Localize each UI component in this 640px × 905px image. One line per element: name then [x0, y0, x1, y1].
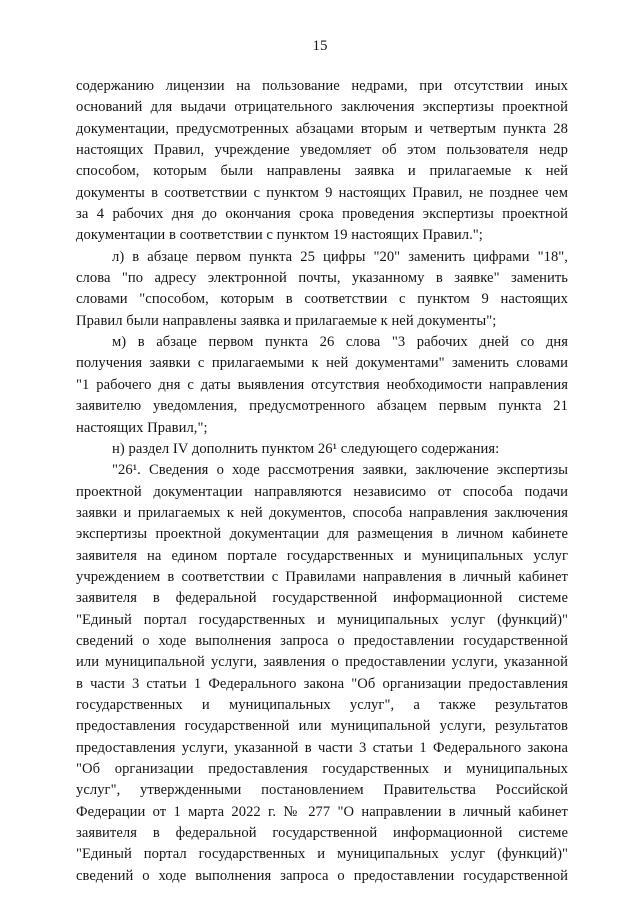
document-body: [76, 76, 568, 887]
text-line: заявителя в федеральной государственной информационной системе: [76, 590, 568, 607]
text-line: документации, предусмотренных абзацами вторым и четвертым пункта 28: [76, 120, 568, 137]
text-line: слова "по адресу электронной почты, указанному в заявке" заменить: [76, 270, 568, 287]
text-line: учреждением в соответствии с Правилами направления в личный кабинет: [76, 568, 568, 585]
text-line: экспертизы проектной документации для размещения в личном кабинете: [76, 526, 568, 543]
text-line: "Единый портал государственных и муниципальных услуг (функций)": [76, 611, 568, 628]
text-line: заявки и прилагаемых к ней документов, способа направления заключения: [76, 504, 568, 521]
text-line: предоставления государственной или муниципальной услуги, результатов: [76, 718, 568, 735]
text-line: получения заявки с прилагаемыми к ней документами" заменить словами: [76, 355, 568, 372]
text-line: предоставления услуги, указанной в части 3 статьи 1 Федерального закона: [76, 739, 568, 756]
text-line: "Об организации предоставления государственных и муниципальных: [76, 761, 568, 777]
text-line: словами "способом, которым в соответствии с пунктом 9 настоящих: [76, 291, 568, 308]
text-line: документации в соответствии с пунктом 19 настоящих Правил.";: [76, 227, 483, 244]
text-line: способом, которым были направлены заявка и прилагаемые к ней: [76, 163, 568, 180]
text-line: заявителя в федеральной государственной информационной системе: [76, 825, 568, 842]
page-number: 15: [312, 38, 328, 54]
text-line: настоящих Правил, учреждение уведомляет об этом пользователя недр: [76, 142, 568, 159]
paragraph-n-line: н) раздел IV дополнить пунктом 26¹ следующего содержания:: [112, 440, 500, 457]
text-line: "Единый портал государственных и муниципальных услуг (функций)": [76, 846, 568, 863]
text-line: документы в соответствии с пунктом 9 настоящих Правил, не позднее чем: [76, 184, 568, 201]
text-line: сведений о ходе выполнения запроса о предоставлении государственной: [76, 632, 568, 649]
paragraph-m-first-line: м) в абзаце первом пункта 26 слова "3 рабочих дней со дня: [112, 334, 568, 351]
text-line: Федерации от 1 марта 2022 г. № 277 "О направлении в личный кабинет: [76, 803, 568, 820]
text-line: услуг", утвержденными постановлением Правительства Российской: [76, 782, 568, 799]
text-line: заявителю уведомления, предусмотренного абзацем первым пункта 21: [76, 398, 568, 415]
text-line: "1 рабочего дня с даты выявления отсутствия необходимости направления: [76, 376, 568, 393]
paragraph-l-first-line: л) в абзаце первом пункта 25 цифры "20" заменить цифрами "18",: [112, 248, 568, 265]
text-line: или муниципальной услуги, заявления о предоставлении услуги, указанной: [76, 654, 568, 671]
text-line: Правил были направлены заявка и прилагаемые к ней документы";: [76, 312, 497, 329]
text-line: в части 3 статьи 1 Федерального закона "Об организации предоставления: [76, 675, 568, 692]
text-line: заявителя на едином портале государственных и муниципальных услуг: [76, 547, 568, 564]
text-line: сведений о ходе выполнения запроса о предоставлении государственной: [76, 867, 568, 884]
text-line: за 4 рабочих дня до окончания срока проведения экспертизы проектной: [76, 206, 568, 223]
text-line: проектной документации направляются независимо от способа подачи: [76, 483, 568, 500]
paragraph-26-1-first-line: "26¹. Сведения о ходе рассмотрения заявки, заключение экспертизы: [112, 462, 568, 479]
text-line: содержанию лицензии на пользование недрами, при отсутствии иных: [76, 78, 568, 94]
text-line: оснований для выдачи отрицательного заключения экспертизы проектной: [76, 99, 568, 116]
text-line: настоящих Правил,";: [76, 419, 208, 436]
text-line: государственных и муниципальных услуг", а также результатов: [76, 696, 568, 713]
